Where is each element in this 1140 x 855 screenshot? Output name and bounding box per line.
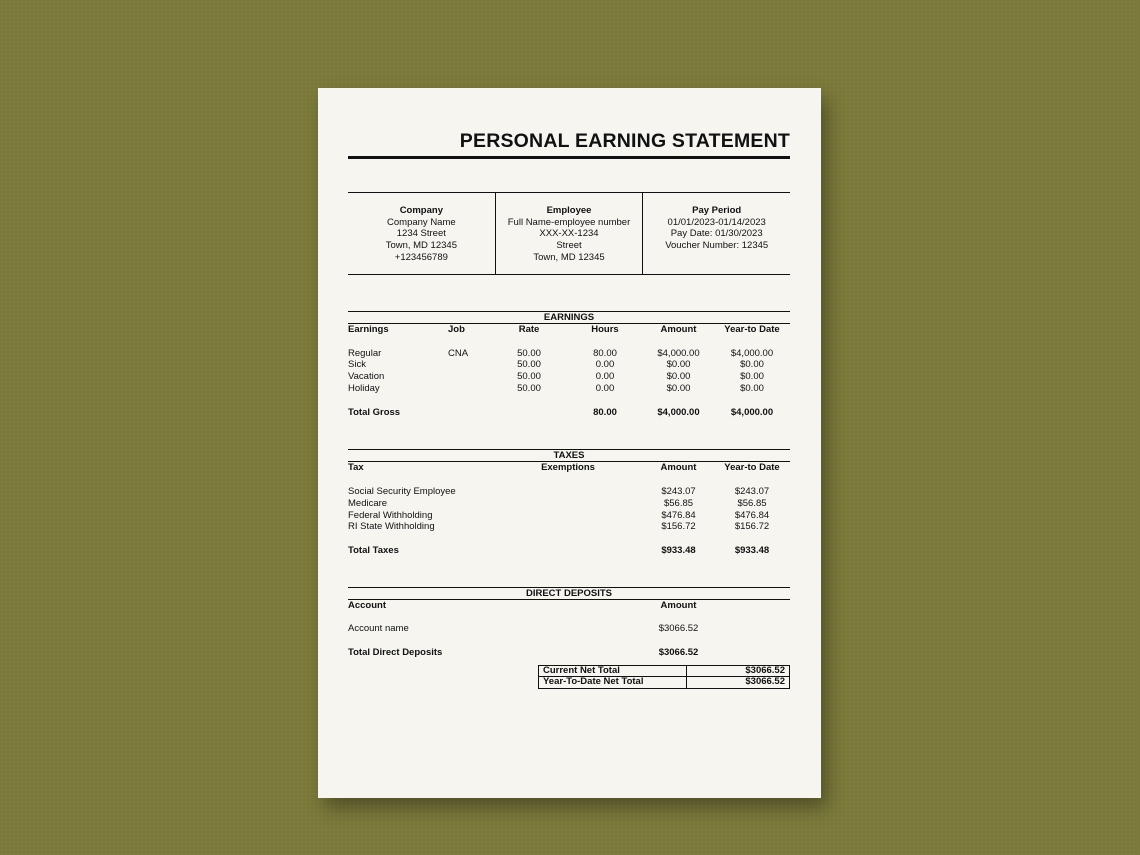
company-heading: Company: [399, 205, 443, 216]
deposits-total-row: [348, 647, 790, 659]
tax-name: RI State Withholding: [348, 521, 435, 533]
pay-date: Pay Date: 01/30/2023: [670, 228, 763, 240]
col-hours: Hours: [591, 324, 619, 335]
earning-ytd: $0.00: [740, 359, 764, 371]
info-block: [348, 192, 790, 275]
col-account: Account: [348, 599, 386, 611]
table-row: [348, 521, 790, 533]
statement-page: [318, 88, 821, 798]
employee-name: Full Name-employee number: [507, 216, 631, 228]
tax-name: Federal Withholding: [348, 509, 433, 521]
col-amount: Amount: [660, 462, 697, 474]
employee-town: Town, MD 12345: [533, 251, 605, 263]
earning-hours: 0.00: [595, 371, 615, 383]
taxes-header-row: [348, 462, 790, 474]
total-deposits-amount: $3066.52: [658, 646, 699, 658]
earning-hours: 0.00: [595, 359, 615, 371]
account-amount: $3066.52: [658, 623, 699, 635]
earning-name: Holiday: [348, 382, 380, 394]
table-row: [348, 371, 790, 383]
earning-name: Regular: [348, 347, 382, 359]
pay-period-info: [642, 193, 790, 274]
employee-street: Street: [556, 240, 582, 252]
earning-amount: $0.00: [666, 371, 691, 383]
deposits-section-title: DIRECT DEPOSITS: [348, 587, 790, 600]
statement-content: [348, 128, 790, 688]
total-hours: 80.00: [593, 406, 617, 418]
taxes-total-row: [348, 545, 790, 557]
ytd-net-label: Year-To-Date Net Total: [539, 677, 687, 689]
company-town: Town, MD 12345: [385, 240, 457, 252]
deposits-section: [348, 587, 790, 688]
tax-ytd: $476.84: [734, 509, 770, 521]
earnings-total-row: [348, 407, 790, 419]
net-total-table: [538, 665, 790, 689]
table-row: [348, 623, 790, 635]
table-row: [348, 510, 790, 522]
table-row: [348, 498, 790, 510]
table-row: [348, 359, 790, 371]
earning-job: CNA: [448, 347, 469, 359]
earning-amount: $4,000.00: [657, 347, 700, 359]
current-net-value: $3066.52: [687, 665, 790, 677]
total-gross-label: Total Gross: [348, 406, 401, 418]
earning-rate: 50.00: [517, 359, 541, 371]
total-taxes-amount: $933.48: [661, 544, 696, 556]
total-taxes-ytd: $933.48: [734, 544, 770, 556]
col-rate: Rate: [518, 324, 540, 335]
earnings-header-row: [348, 324, 790, 336]
tax-ytd: $156.72: [734, 521, 770, 533]
earning-ytd: $0.00: [740, 371, 764, 383]
table-row: [348, 348, 790, 360]
col-ytd: Year-to Date: [724, 462, 780, 474]
tax-name: Social Security Employee: [348, 485, 456, 497]
employee-heading: Employee: [546, 205, 592, 216]
deposits-header-row: [348, 600, 790, 612]
table-row: [348, 486, 790, 498]
total-gross-ytd: $4,000.00: [730, 406, 774, 418]
earning-amount: $0.00: [666, 359, 691, 371]
pay-period-heading: Pay Period: [692, 205, 742, 216]
title-rule: [348, 156, 790, 159]
tax-ytd: $56.85: [737, 497, 767, 509]
col-amount: Amount: [660, 324, 697, 335]
table-row: [348, 383, 790, 395]
earning-amount: $0.00: [666, 382, 691, 394]
tax-amount: $476.84: [661, 509, 696, 521]
tax-amount: $156.72: [661, 521, 696, 533]
current-net-row: [539, 665, 790, 677]
earning-hours: 80.00: [593, 347, 617, 359]
col-job: Job: [448, 324, 465, 335]
earning-name: Sick: [348, 359, 366, 371]
company-street: 1234 Street: [396, 228, 446, 240]
earning-rate: 50.00: [517, 347, 541, 359]
col-earnings: Earnings: [348, 324, 389, 335]
earning-name: Vacation: [348, 371, 385, 383]
tax-name: Medicare: [348, 497, 388, 509]
tax-amount: $56.85: [663, 497, 694, 509]
earning-rate: 50.00: [517, 371, 541, 383]
earnings-section: [348, 311, 790, 418]
earning-rate: 50.00: [517, 382, 541, 394]
current-net-label: Current Net Total: [539, 665, 687, 677]
taxes-section-title: TAXES: [348, 449, 790, 462]
tax-amount: $243.07: [661, 485, 696, 497]
pay-period-range: 01/01/2023-01/14/2023: [667, 216, 766, 228]
ytd-net-value: $3066.52: [687, 677, 790, 689]
total-taxes-label: Total Taxes: [348, 544, 399, 556]
col-tax: Tax: [348, 462, 364, 474]
company-name: Company Name: [387, 216, 456, 228]
total-gross-amount: $4,000.00: [657, 406, 700, 418]
earning-ytd: $4,000.00: [730, 347, 774, 359]
tax-ytd: $243.07: [734, 485, 770, 497]
employee-ssn: XXX-XX-1234: [539, 228, 599, 240]
col-amount: Amount: [660, 599, 697, 611]
earnings-section-title: EARNINGS: [348, 311, 790, 324]
page-title: PERSONAL EARNING STATEMENT: [459, 130, 790, 152]
ytd-net-row: [539, 677, 790, 689]
voucher-number: Voucher Number: 12345: [665, 240, 769, 252]
col-ytd: Year-to Date: [724, 324, 780, 335]
earning-ytd: $0.00: [740, 382, 764, 394]
employee-info: [495, 193, 643, 274]
company-info: [348, 193, 495, 274]
total-deposits-label: Total Direct Deposits: [348, 646, 443, 658]
company-phone: +123456789: [394, 251, 448, 263]
col-exemptions: Exemptions: [541, 462, 595, 474]
earning-hours: 0.00: [595, 382, 615, 394]
taxes-section: [348, 449, 790, 556]
account-name: Account name: [348, 623, 409, 635]
